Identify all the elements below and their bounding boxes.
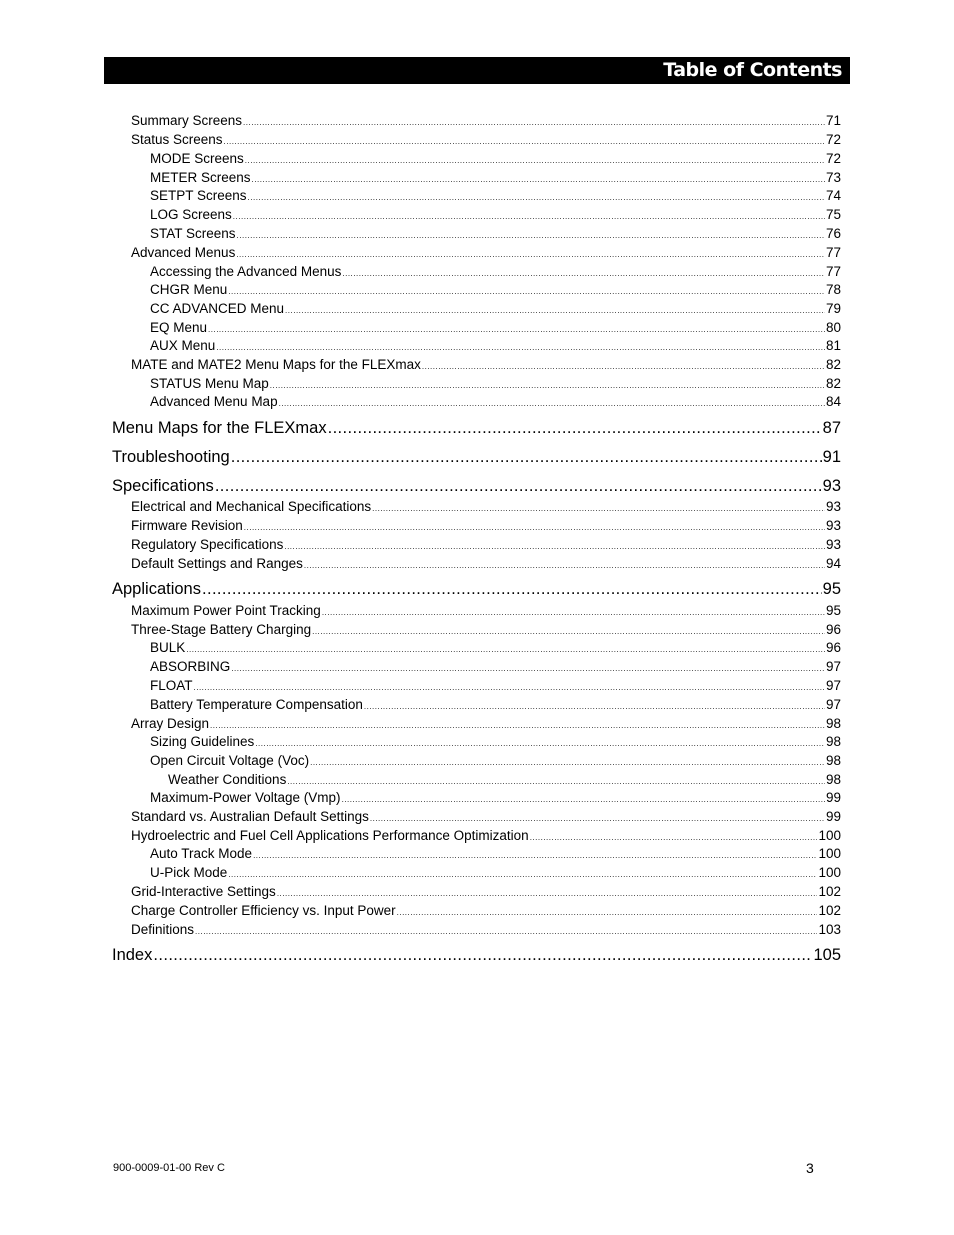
toc-entry-title: Array Design [131,716,210,731]
toc-leader-dots [210,721,825,730]
toc-entry-page: 98 [825,716,841,731]
toc-entry-page: 93 [825,537,841,552]
toc-entry[interactable] [150,394,841,412]
toc-entry-title: Maximum Power Point Tracking [131,603,321,618]
header-bar [104,57,850,84]
toc-entry[interactable] [131,828,841,846]
toc-leader-dots [215,477,822,496]
toc-entry-page: 105 [813,946,841,964]
toc-entry-page: 80 [825,320,841,335]
toc-entry-title: Hydroelectric and Fuel Cell Applications Performance Optimization [131,828,529,843]
toc-entry-title: Specifications [112,477,214,495]
toc-entry-page: 97 [825,678,841,693]
toc-entry-title: Summary Screens [131,113,243,128]
toc-entry-page: 76 [825,226,841,241]
toc-entry[interactable] [131,922,841,940]
toc-entry[interactable] [150,697,841,715]
toc-entry-title: Applications [112,580,201,598]
toc-entry-page: 91 [822,448,841,466]
toc-leader-dots [252,175,825,184]
toc-entry-page: 77 [825,264,841,279]
toc-entry-title: Definitions [131,922,195,937]
toc-leader-dots [287,777,825,786]
toc-leader-dots [228,287,825,296]
toc-entry[interactable] [150,376,841,394]
toc-entry-page: 93 [825,499,841,514]
toc-entry-page: 98 [825,772,841,787]
toc-entry-title: STATUS Menu Map [150,376,269,391]
toc-entry[interactable] [150,188,841,206]
toc-entry[interactable] [150,678,841,696]
toc-entry-page: 71 [825,113,841,128]
toc-entry[interactable] [150,207,841,225]
toc-entry-title: Battery Temperature Compensation [150,697,363,712]
toc-entry-page: 96 [825,640,841,655]
toc-entry[interactable] [131,113,841,131]
toc-leader-dots [233,212,825,221]
toc-entry-page: 100 [818,865,841,880]
toc-entry-title: Grid-Interactive Settings [131,884,276,899]
toc-leader-dots [397,908,818,917]
toc-leader-dots [195,927,817,936]
toc-entry-page: 102 [818,884,841,899]
toc-leader-dots [231,448,822,467]
toc-entry[interactable] [150,301,841,319]
toc-entry-page: 81 [825,338,841,353]
toc-entry-page: 75 [825,207,841,222]
toc-entry-page: 95 [822,580,841,598]
toc-entry-page: 84 [825,394,841,409]
toc-entry[interactable] [150,659,841,677]
toc-entry-page: 73 [825,170,841,185]
toc-leader-dots [248,193,825,202]
toc-leader-dots [312,627,825,636]
toc-leader-dots [328,419,822,438]
toc-entry-page: 93 [822,477,841,495]
toc-leader-dots [208,325,825,334]
toc-leader-dots [245,156,825,165]
toc-entry-page: 82 [825,376,841,391]
toc-leader-dots [231,664,825,673]
toc-leader-dots [277,889,818,898]
toc-entry-page: 99 [825,809,841,824]
toc-entry-title: Charge Controller Efficiency vs. Input Power [131,903,396,918]
toc-leader-dots [304,561,825,570]
toc-entry-title: Open Circuit Voltage (Voc) [150,753,310,768]
toc-entry-page: 98 [825,753,841,768]
toc-entry-title: Sizing Guidelines [150,734,255,749]
toc-leader-dots [243,118,825,127]
toc-entry-title: Electrical and Mechanical Specifications [131,499,372,514]
toc-entry[interactable] [112,448,841,470]
toc-entry-page: 100 [818,828,841,843]
toc-leader-dots [237,231,825,240]
toc-entry[interactable] [131,809,841,827]
toc-leader-dots [342,269,825,278]
toc-entry-page: 99 [825,790,841,805]
toc-entry[interactable] [150,640,841,658]
toc-entry-title: Menu Maps for the FLEXmax [112,419,327,437]
toc-entry-page: 103 [818,922,841,937]
toc-leader-dots [236,250,825,259]
toc-entry[interactable] [150,226,841,244]
toc-entry-page: 95 [825,603,841,618]
page-number: 3 [806,1160,814,1176]
toc-entry-title: Troubleshooting [112,448,230,466]
toc-entry-page: 97 [825,697,841,712]
toc-entry-page: 102 [818,903,841,918]
toc-leader-dots [422,362,825,371]
toc-entry-title: ABSORBING [150,659,231,674]
toc-leader-dots [370,814,825,823]
toc-entry[interactable] [131,357,841,375]
toc-leader-dots [244,523,825,532]
toc-leader-dots [202,580,822,599]
toc-entry-title: EQ Menu [150,320,208,335]
toc-entry-page: 77 [825,245,841,260]
toc-entry-title: LOG Screens [150,207,232,222]
toc-entry[interactable] [150,753,841,771]
toc-entry-title: Auto Track Mode [150,846,253,861]
toc-entry-title: U-Pick Mode [150,865,228,880]
toc-leader-dots [322,608,825,617]
toc-entry[interactable] [131,556,841,574]
toc-entry-title: FLOAT [150,678,193,693]
toc-leader-dots [372,504,825,513]
toc-entry[interactable] [131,499,841,517]
toc-leader-dots [279,399,825,408]
toc-entry-title: Three-Stage Battery Charging [131,622,312,637]
toc-entry-page: 82 [825,357,841,372]
toc-leader-dots [342,795,825,804]
toc-entry[interactable] [131,716,841,734]
toc-leader-dots [224,137,825,146]
toc-entry-title: Advanced Menu Map [150,394,278,409]
toc-entry[interactable] [150,282,841,300]
toc-entry-title: Default Settings and Ranges [131,556,303,571]
toc-entry-page: 78 [825,282,841,297]
toc-entry-title: Index [112,946,153,964]
toc-entry-title: CC ADVANCED Menu [150,301,285,316]
toc-leader-dots [364,702,825,711]
toc-leader-dots [284,542,825,551]
toc-leader-dots [530,833,818,842]
toc-entry[interactable] [131,903,841,921]
toc-entry-page: 94 [825,556,841,571]
toc-leader-dots [253,851,817,860]
toc-entry-title: STAT Screens [150,226,236,241]
toc-entry-title: Regulatory Specifications [131,537,284,552]
toc-entry-title: BULK [150,640,186,655]
toc-entry[interactable] [131,884,841,902]
toc-leader-dots [194,683,825,692]
toc-entry-title: Standard vs. Australian Default Settings [131,809,369,824]
toc-entry-title: METER Screens [150,170,251,185]
toc-leader-dots [285,306,825,315]
toc-entry-page: 98 [825,734,841,749]
toc-entry[interactable] [131,518,841,536]
toc-entry[interactable] [131,132,841,150]
toc-leader-dots [270,381,825,390]
toc-leader-dots [228,870,817,879]
toc-entry-title: CHGR Menu [150,282,228,297]
toc-entry[interactable] [112,477,841,499]
toc-entry-title: Advanced Menus [131,245,236,260]
toc-entry[interactable] [150,865,841,883]
toc-entry-title: Maximum-Power Voltage (Vmp) [150,790,341,805]
toc-entry[interactable] [131,245,841,263]
toc-entry-page: 87 [822,419,841,437]
toc-entry-page: 72 [825,132,841,147]
toc-entry-title: Status Screens [131,132,223,147]
toc-entry[interactable] [150,264,841,282]
toc-entry[interactable] [131,603,841,621]
toc-entry[interactable] [112,419,841,441]
toc-entry-page: 72 [825,151,841,166]
toc-entry-page: 100 [818,846,841,861]
toc-entry-page: 93 [825,518,841,533]
toc-leader-dots [153,946,812,965]
document-number: 900-0009-01-00 Rev C [113,1162,225,1174]
toc-entry[interactable] [168,772,841,790]
toc-entry[interactable] [131,622,841,640]
toc-entry-title: SETPT Screens [150,188,247,203]
toc-entry-title: Accessing the Advanced Menus [150,264,342,279]
toc-entry[interactable] [150,151,841,169]
toc-entry-title: Weather Conditions [168,772,287,787]
toc-entry[interactable] [150,734,841,752]
toc-entry[interactable] [150,320,841,338]
toc-entry[interactable] [150,846,841,864]
toc-entry[interactable] [131,537,841,555]
toc-leader-dots [310,758,825,767]
page-title: Table of Contents [663,59,842,81]
toc-entry-title: MODE Screens [150,151,244,166]
toc-leader-dots [255,739,825,748]
toc-entry[interactable] [150,170,841,188]
toc-entry-page: 96 [825,622,841,637]
toc-leader-dots [186,645,825,654]
toc-entry[interactable] [112,580,841,602]
toc-entry-title: Firmware Revision [131,518,243,533]
toc-entry-page: 97 [825,659,841,674]
toc-entry[interactable] [112,946,841,968]
toc-entry-title: AUX Menu [150,338,216,353]
toc-entry-page: 79 [825,301,841,316]
toc-entry[interactable] [150,790,841,808]
toc-entry[interactable] [150,338,841,356]
toc-leader-dots [216,343,825,352]
toc-entry-page: 74 [825,188,841,203]
toc-entry-title: MATE and MATE2 Menu Maps for the FLEXmax [131,357,421,372]
